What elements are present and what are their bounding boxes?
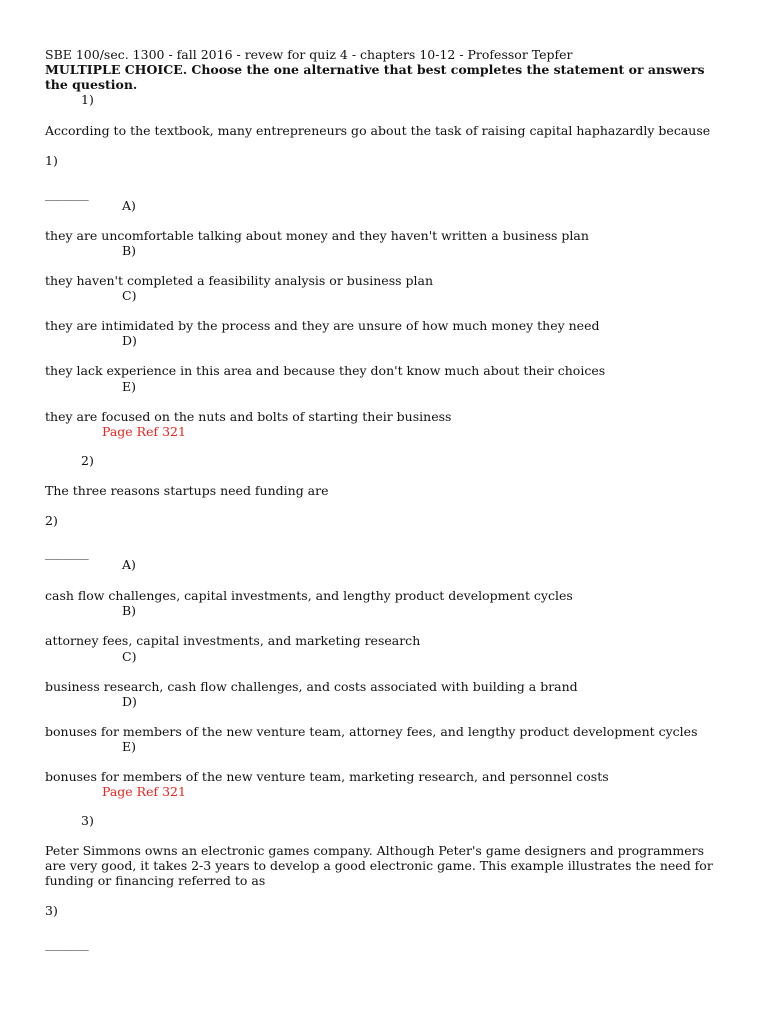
option-label: D) — [122, 694, 137, 709]
option-label: A) — [122, 198, 136, 213]
page-ref: Page Ref 321 — [102, 784, 186, 799]
answer-blank[interactable]: _______ — [45, 186, 89, 201]
option-label: A) — [122, 557, 136, 572]
answer-number: 3) — [45, 903, 58, 918]
option-text: they are intimidated by the process and they are unsure of how much money they need — [45, 318, 600, 333]
course-title: SBE 100/sec. 1300 - fall 2016 - revew for quiz 4 - chapters 10-12 - Professor Tepfer — [45, 47, 573, 62]
question-text: Peter Simmons owns an electronic games company. Although Peter's game designers and programmers are very good, it takes 2-3 years to develop a good electronic game. This example illustrates the need for funding or financing referred to as — [45, 843, 713, 888]
question-number: 2) — [81, 453, 94, 468]
question-text: According to the textbook, many entrepreneurs go about the task of raising capital haphazardly because — [45, 123, 711, 138]
answer-blank[interactable]: _______ — [45, 545, 89, 560]
option-text: they lack experience in this area and because they don't know much about their choices — [45, 363, 606, 378]
question-number: 3) — [81, 813, 94, 828]
question-number: 1) — [81, 92, 94, 107]
option-label: E) — [122, 739, 137, 754]
page-ref: Page Ref 321 — [102, 424, 186, 439]
answer-blank[interactable]: _______ — [45, 936, 89, 951]
option-label: D) — [122, 333, 137, 348]
instructions: MULTIPLE CHOICE. Choose the one alternative that best completes the statement or answers the question. — [45, 62, 705, 92]
option-text: bonuses for members of the new venture team, attorney fees, and lengthy product development cycles — [45, 724, 698, 739]
option-text: business research, cash flow challenges, and costs associated with building a brand — [45, 679, 578, 694]
answer-number: 1) — [45, 153, 58, 168]
option-label: C) — [122, 649, 137, 664]
answer-number: 2) — [45, 513, 58, 528]
option-label: B) — [122, 243, 137, 258]
option-text: attorney fees, capital investments, and marketing research — [45, 633, 421, 648]
option-label: E) — [122, 379, 137, 394]
option-text: they are focused on the nuts and bolts of starting their business — [45, 409, 452, 424]
option-text: they are uncomfortable talking about money and they haven't written a business plan — [45, 228, 589, 243]
option-text: cash flow challenges, capital investments, and lengthy product development cycles — [45, 588, 573, 603]
option-label: B) — [122, 603, 137, 618]
option-label: C) — [122, 288, 137, 303]
option-text: they haven't completed a feasibility analysis or business plan — [45, 273, 434, 288]
question-text: The three reasons startups need funding are — [45, 483, 329, 498]
option-text: bonuses for members of the new venture team, marketing research, and personnel costs — [45, 769, 609, 784]
